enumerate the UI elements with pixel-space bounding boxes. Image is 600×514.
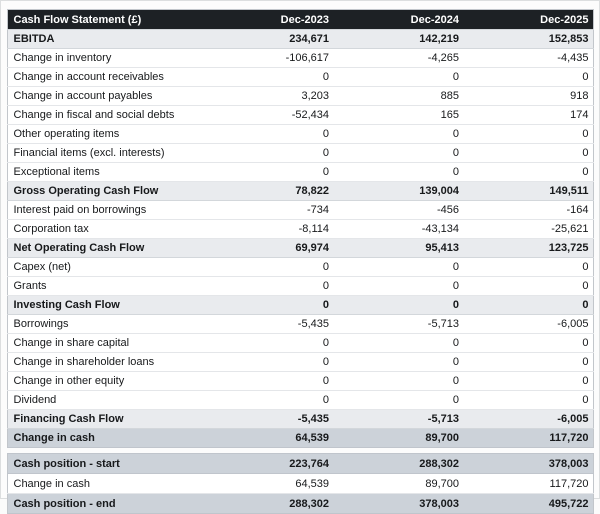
cell-value: -5,713 xyxy=(333,315,463,334)
cell-value: 64,539 xyxy=(203,429,333,448)
cell-value: -734 xyxy=(203,201,333,220)
table-row xyxy=(7,277,593,296)
table-row xyxy=(7,296,593,315)
cell-value: 142,219 xyxy=(333,30,463,49)
row-label: Financing Cash Flow xyxy=(7,410,203,429)
cell-value: 0 xyxy=(463,163,593,182)
cell-value: 0 xyxy=(203,125,333,144)
table-row xyxy=(7,353,593,372)
table-row xyxy=(7,30,593,49)
row-label: Change in other equity xyxy=(7,372,203,391)
table-row xyxy=(7,125,593,144)
cell-value: 288,302 xyxy=(333,454,463,474)
row-label: Interest paid on borrowings xyxy=(7,201,203,220)
row-label: Financial items (excl. interests) xyxy=(7,144,203,163)
cell-value: 123,725 xyxy=(463,239,593,258)
cell-value: 0 xyxy=(203,144,333,163)
table-row xyxy=(7,410,593,429)
cell-value: 0 xyxy=(463,334,593,353)
cell-value: 0 xyxy=(203,334,333,353)
cell-value: -4,435 xyxy=(463,49,593,68)
cell-value: 0 xyxy=(463,372,593,391)
row-label: EBITDA xyxy=(7,30,203,49)
column-header-dec-2024: Dec-2024 xyxy=(333,10,463,30)
table-row xyxy=(7,144,593,163)
table-row xyxy=(7,220,593,239)
cell-value: 117,720 xyxy=(463,474,593,494)
cell-value: 234,671 xyxy=(203,30,333,49)
cell-value: 152,853 xyxy=(463,30,593,49)
cell-value: 288,302 xyxy=(203,494,333,514)
table-row xyxy=(7,201,593,220)
cell-value: 95,413 xyxy=(333,239,463,258)
table-row xyxy=(7,315,593,334)
cell-value: 3,203 xyxy=(203,87,333,106)
row-label: Investing Cash Flow xyxy=(7,296,203,315)
cell-value: 0 xyxy=(333,163,463,182)
cell-value: 0 xyxy=(463,277,593,296)
cell-value: 0 xyxy=(463,296,593,315)
row-label: Borrowings xyxy=(7,315,203,334)
table-row xyxy=(7,454,593,474)
table-row xyxy=(7,239,593,258)
cell-value: 64,539 xyxy=(203,474,333,494)
cell-value: 378,003 xyxy=(333,494,463,514)
row-label: Change in fiscal and social debts xyxy=(7,106,203,125)
cell-value: 0 xyxy=(463,144,593,163)
row-label: Change in cash xyxy=(7,429,203,448)
table-title: Cash Flow Statement (£) xyxy=(7,10,203,30)
cell-value: 0 xyxy=(333,144,463,163)
cell-value: 0 xyxy=(203,372,333,391)
row-label: Grants xyxy=(7,277,203,296)
cell-value: 378,003 xyxy=(463,454,593,474)
cell-value: 0 xyxy=(333,353,463,372)
row-label: Exceptional items xyxy=(7,163,203,182)
cell-value: -106,617 xyxy=(203,49,333,68)
cell-value: 139,004 xyxy=(333,182,463,201)
cell-value: 0 xyxy=(463,391,593,410)
table-row xyxy=(7,429,593,448)
cell-value: 0 xyxy=(203,258,333,277)
row-label: Change in share capital xyxy=(7,334,203,353)
column-header-dec-2025: Dec-2025 xyxy=(463,10,593,30)
row-label: Change in shareholder loans xyxy=(7,353,203,372)
cell-value: 885 xyxy=(333,87,463,106)
cell-value: 495,722 xyxy=(463,494,593,514)
table-row xyxy=(7,49,593,68)
cell-value: 0 xyxy=(333,296,463,315)
cell-value: 0 xyxy=(333,372,463,391)
cell-value: 89,700 xyxy=(333,474,463,494)
row-label: Gross Operating Cash Flow xyxy=(7,182,203,201)
cell-value: 0 xyxy=(463,125,593,144)
cell-value: -6,005 xyxy=(463,410,593,429)
cell-value: 0 xyxy=(333,277,463,296)
table-row xyxy=(7,334,593,353)
cell-value: 918 xyxy=(463,87,593,106)
row-label: Change in cash xyxy=(7,474,203,494)
column-header-dec-2023: Dec-2023 xyxy=(203,10,333,30)
cell-value: 0 xyxy=(333,391,463,410)
row-label: Corporation tax xyxy=(7,220,203,239)
cell-value: 0 xyxy=(333,68,463,87)
cell-value: 0 xyxy=(203,391,333,410)
cell-value: -8,114 xyxy=(203,220,333,239)
row-label: Dividend xyxy=(7,391,203,410)
cell-value: -5,713 xyxy=(333,410,463,429)
row-label: Net Operating Cash Flow xyxy=(7,239,203,258)
cell-value: -43,134 xyxy=(333,220,463,239)
cell-value: 0 xyxy=(203,277,333,296)
cell-value: -25,621 xyxy=(463,220,593,239)
table-row xyxy=(7,87,593,106)
table-header-row xyxy=(7,10,593,30)
row-label: Change in account receivables xyxy=(7,68,203,87)
row-label: Change in account payables xyxy=(7,87,203,106)
cell-value: 0 xyxy=(203,68,333,87)
cash-position-table xyxy=(7,453,594,514)
cell-value: -5,435 xyxy=(203,410,333,429)
table-row xyxy=(7,106,593,125)
cell-value: 0 xyxy=(333,258,463,277)
cell-value: -164 xyxy=(463,201,593,220)
cell-value: 0 xyxy=(203,163,333,182)
table-row xyxy=(7,494,593,514)
table-row xyxy=(7,163,593,182)
cell-value: -52,434 xyxy=(203,106,333,125)
cash-flow-table xyxy=(7,9,594,448)
row-label: Other operating items xyxy=(7,125,203,144)
cell-value: 149,511 xyxy=(463,182,593,201)
table-row xyxy=(7,258,593,277)
cell-value: 174 xyxy=(463,106,593,125)
cell-value: 0 xyxy=(463,353,593,372)
cell-value: 0 xyxy=(463,258,593,277)
table-row xyxy=(7,68,593,87)
cell-value: 0 xyxy=(203,353,333,372)
cell-value: 165 xyxy=(333,106,463,125)
cell-value: -456 xyxy=(333,201,463,220)
table-row xyxy=(7,372,593,391)
row-label: Cash position - end xyxy=(7,494,203,514)
cell-value: -6,005 xyxy=(463,315,593,334)
cell-value: 117,720 xyxy=(463,429,593,448)
cell-value: 89,700 xyxy=(333,429,463,448)
cell-value: -5,435 xyxy=(203,315,333,334)
row-label: Capex (net) xyxy=(7,258,203,277)
cell-value: 0 xyxy=(333,334,463,353)
cell-value: 0 xyxy=(463,68,593,87)
row-label: Change in inventory xyxy=(7,49,203,68)
cell-value: 0 xyxy=(203,296,333,315)
cell-value: 78,822 xyxy=(203,182,333,201)
cell-value: 0 xyxy=(333,125,463,144)
table-row xyxy=(7,182,593,201)
cell-value: -4,265 xyxy=(333,49,463,68)
table-row xyxy=(7,474,593,494)
cell-value: 69,974 xyxy=(203,239,333,258)
row-label: Cash position - start xyxy=(7,454,203,474)
cell-value: 223,764 xyxy=(203,454,333,474)
table-row xyxy=(7,391,593,410)
